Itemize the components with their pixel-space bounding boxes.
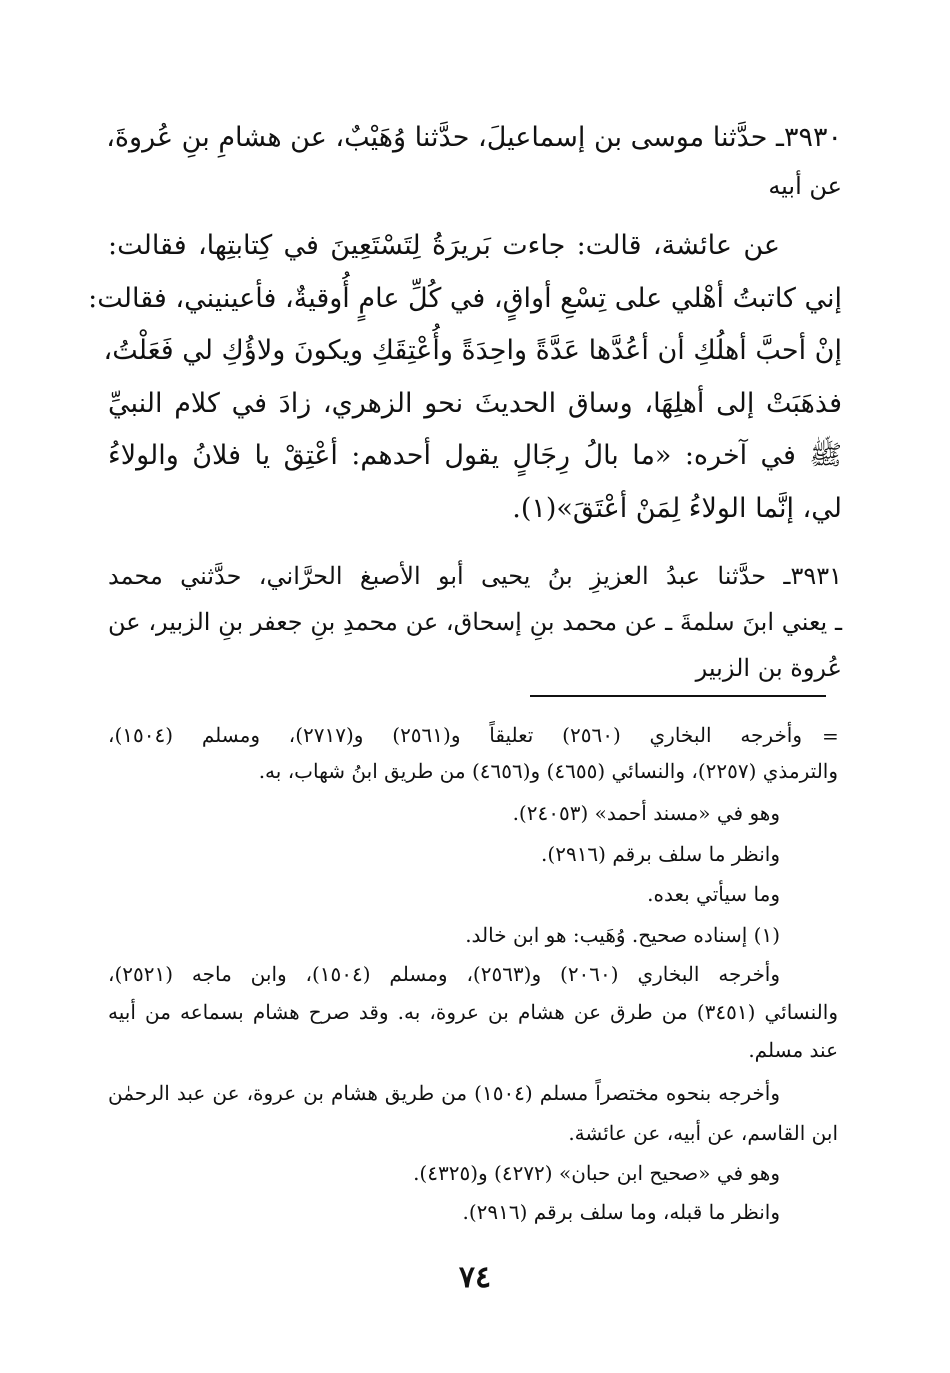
footnote-separator [530,695,826,697]
footnote-line-6: (١) إسناده صحيح. وُهَيب: هو ابن خالد. [465,923,780,947]
hadith-3930-line-8: لي، إنَّما الولاءُ لِمَنْ أعْتَقَ»(١). [512,493,842,524]
footnote-line-4: وانظر ما سلف برقم (٢٩١٦). [541,842,780,866]
footnote-line-10: وأخرجه بنحوه مختصراً مسلم (١٥٠٤) من طريق هشام بن عروة، عن عبد الرحمٰن [108,1081,780,1105]
hadith-3931-line-1: ٣٩٣١ـ حدَّثنا عبدُ العزيزِ بنُ يحيى أبو الأصبغ الحرَّاني، حدَّثني محمد [108,562,842,590]
hadith-3930-line-3: عن عائشة، قالت: جاءت بَريرَةُ لِتَسْتَعِينَ في كِتابتِها، فقالت: [108,230,780,261]
hadith-3930-line-1: ٣٩٣٠ـ حدَّثنا موسى بن إسماعيلَ، حدَّثنا وُهَيْبٌ، عن هشامِ بنِ عُروةَ، [106,122,842,153]
hadith-3930-line-6: فذهَبَتْ إلى أهلِهَا، وساق الحديثَ نحو الزهري، زادَ في كلام النبيِّ [108,388,842,419]
footnote-line-11: ابن القاسم، عن أبيه، عن عائشة. [568,1121,838,1145]
page-number: ٧٤ [458,1260,492,1295]
hadith-3930-line-7: ﷺ في آخره: «ما بالُ رِجَالٍ يقول أحدهم: أعْتِقْ يا فلانُ والولاءُ [108,440,842,471]
footnote-line-2: والترمذي (٢٢٥٧)، والنسائي (٤٦٥٥) و(٤٦٥٦) من طريق ابنُ شهاب، به. [258,759,838,783]
hadith-3931-line-2: ـ يعني ابنَ سلمةَ ـ عن محمد بنِ إسحاق، عن محمدِ بنِ جعفر بنِ الزبير، عن [108,608,842,636]
footnote-line-5: وما سيأتي بعده. [647,882,780,906]
footnote-line-12: وهو في «صحيح ابن حبان» (٤٢٧٢) و(٤٣٢٥). [413,1161,780,1185]
footnote-line-1: وأخرجه البخاري (٢٥٦٠) تعليقاً و(٢٥٦١) و(٢٧١٧)، ومسلم (١٥٠٤)، [108,723,803,747]
continuation-marker: = [822,724,839,748]
hadith-3930-line-2: عن أبيه [768,172,842,200]
hadith-3930-line-5: إنْ أحبَّ أهلُكِ أن أعُدَّها عَدَّةً واحِدَةً وأُعْتِقَكِ ويكونَ ولاؤُكِ لي فَعَلْتُ، [103,335,842,366]
hadith-3930-line-4: إني كاتبتُ أهْلي على تِسْعِ أواقٍ، في كُلِّ عامٍ أُوقيةٌ، فأعينيني، فقالت: [88,283,842,314]
footnote-line-8: والنسائي (٣٤٥١) من طرق عن هشام بن عروة، به. وقد صرح هشام بسماعه من أبيه [108,1000,838,1024]
footnote-line-7: وأخرجه البخاري (٢٠٦٠) و(٢٥٦٣)، ومسلم (١٥٠٤)، وابن ماجه (٢٥٢١)، [108,962,781,986]
hadith-3931-line-3: عُروة بن الزبير [695,654,842,682]
footnote-line-13: وانظر ما قبله، وما سلف برقم (٢٩١٦). [462,1200,780,1224]
footnote-line-9: عند مسلم. [748,1038,838,1062]
footnote-line-3: وهو في «مسند أحمد» (٢٤٠٥٣). [512,801,780,825]
